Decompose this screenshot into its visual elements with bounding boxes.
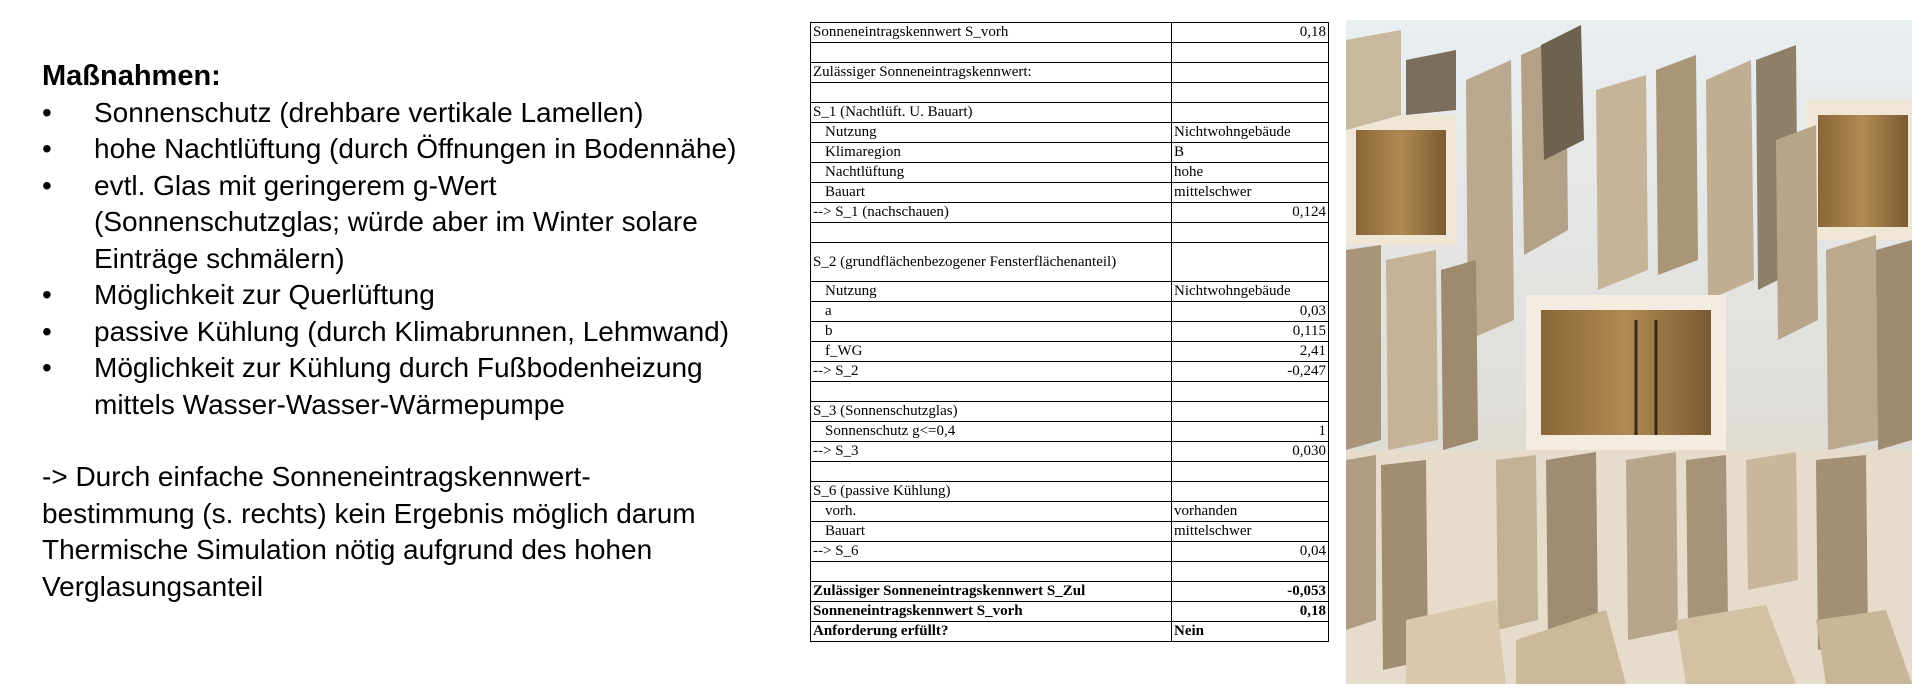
measure-text: Sonnenschutz (drehbare vertikale Lamellen) [94,96,644,128]
window-interior-left [1356,130,1446,235]
table-label-cell: --> S_6 [811,542,1172,562]
list-item [42,95,742,132]
table-value-cell [1172,402,1329,422]
table-row [811,302,1329,322]
table-row [811,243,1329,282]
table-row [811,63,1329,83]
table-label-cell: Nachtlüftung [811,163,1172,183]
bullet-icon: • [42,352,52,383]
table-value-cell: mittelschwer [1172,522,1329,542]
measures-list [42,95,742,424]
table-label-cell: --> S_1 (nachschauen) [811,203,1172,223]
table-value-cell: B [1172,143,1329,163]
bullet-icon: • [42,96,52,128]
table-row [811,342,1329,362]
table-value-cell [1172,103,1329,123]
table-value-cell: mittelschwer [1172,183,1329,203]
table-row [811,482,1329,502]
table-value-cell [1172,462,1329,482]
table-label-cell: Bauart [811,522,1172,542]
table-label-cell: Sonneneintragskennwert S_vorh [811,602,1172,622]
measures-section [42,58,742,605]
solar-gain-table [810,22,1329,642]
table-value-cell: 0,18 [1172,23,1329,43]
table-label-cell: S_2 (grundflächenbezogener Fensterflächenanteil) [811,243,1172,282]
table-label-cell: Sonneneintragskennwert S_vorh [811,23,1172,43]
bullet-icon: • [42,169,52,201]
table-label-cell [811,562,1172,582]
table-row [811,143,1329,163]
table-label-cell: --> S_3 [811,442,1172,462]
table-value-cell: 0,04 [1172,542,1329,562]
table-row [811,582,1329,602]
measure-text: hohe Nachtlüftung (durch Öffnungen in Bodennähe) [94,133,737,164]
table-row [811,442,1329,462]
table-row [811,382,1329,402]
table-value-cell [1172,382,1329,402]
table-value-cell [1172,63,1329,83]
table-label-cell [811,83,1172,103]
measures-heading: Maßnahmen: [42,60,221,92]
list-item [42,131,742,168]
table-value-cell: Nichtwohngebäude [1172,123,1329,143]
table-label-cell: Sonnenschutz g<=0,4 [811,422,1172,442]
table-value-cell: -0,247 [1172,362,1329,382]
table-label-cell: Anforderung erfüllt? [811,622,1172,642]
table-row [811,83,1329,103]
table-row [811,562,1329,582]
table-row [811,123,1329,143]
table-value-cell: 0,124 [1172,203,1329,223]
table-value-cell: Nein [1172,622,1329,642]
table-row [811,362,1329,382]
table-row [811,602,1329,622]
table-label-cell [811,43,1172,63]
list-item [42,168,742,278]
table-row [811,103,1329,123]
window-interior-right [1818,115,1908,227]
table-value-cell: -0,053 [1172,582,1329,602]
table-value-cell [1172,223,1329,243]
table-label-cell: a [811,302,1172,322]
bullet-icon: • [42,133,52,164]
table-row [811,322,1329,342]
table-row [811,402,1329,422]
conclusion-text: -> Durch einfache Sonneneintragskennwert-bestimmung (s. rechts) kein Ergebnis möglich darum Thermische Simulation nötig aufgrund des hohen Verglasungsanteil [42,461,696,602]
table-label-cell: S_3 (Sonnenschutzglas) [811,402,1172,422]
table-value-cell: 0,030 [1172,442,1329,462]
bullet-icon: • [42,315,52,347]
table-label-cell [811,223,1172,243]
table-value-cell: 0,03 [1172,302,1329,322]
table-row [811,522,1329,542]
table-value-cell [1172,43,1329,63]
table-label-cell: Nutzung [811,282,1172,302]
list-item [42,314,742,351]
table-row [811,502,1329,522]
table-row [811,203,1329,223]
table-value-cell [1172,482,1329,502]
table-row [811,422,1329,442]
table-label-cell: b [811,322,1172,342]
table-label-cell: vorh. [811,502,1172,522]
table-row [811,183,1329,203]
measure-text: Möglichkeit zur Kühlung durch Fußbodenheizung mittels Wasser-Wasser-Wärmepumpe [94,352,703,420]
table-value-cell: hohe [1172,163,1329,183]
table-label-cell: S_6 (passive Kühlung) [811,482,1172,502]
table-row [811,23,1329,43]
table-label-cell: Bauart [811,183,1172,203]
table-row [811,163,1329,183]
table-row [811,462,1329,482]
measure-text: evtl. Glas mit geringerem g-Wert (Sonnenschutzglas; würde aber im Winter solare Einträge schmälern) [94,169,698,274]
table-value-cell [1172,83,1329,103]
table-value-cell [1172,243,1329,282]
table-label-cell: Nutzung [811,123,1172,143]
table-value-cell [1172,562,1329,582]
measure-text: passive Kühlung (durch Klimabrunnen, Lehmwand) [94,315,730,347]
list-item [42,277,742,314]
table-value-cell: Nichtwohngebäude [1172,282,1329,302]
table-label-cell: Klimaregion [811,143,1172,163]
table-row [811,282,1329,302]
bullet-icon: • [42,279,52,310]
table-row [811,223,1329,243]
table-value-cell: 2,41 [1172,342,1329,362]
table-label-cell: Zulässiger Sonneneintragskennwert S_Zul [811,582,1172,602]
table-row [811,622,1329,642]
table-value-cell: vorhanden [1172,502,1329,522]
table-label-cell [811,462,1172,482]
table-row [811,542,1329,562]
table-value-cell: 1 [1172,422,1329,442]
table-value-cell: 0,18 [1172,602,1329,622]
facade-render-image [1346,20,1912,684]
table-label-cell: S_1 (Nachtlüft. U. Bauart) [811,103,1172,123]
table-label-cell [811,382,1172,402]
table-label-cell: --> S_2 [811,362,1172,382]
center-box-interior [1541,310,1711,435]
table-label-cell: f_WG [811,342,1172,362]
table-row [811,43,1329,63]
table-value-cell: 0,115 [1172,322,1329,342]
measure-text: Möglichkeit zur Querlüftung [94,279,435,310]
table-label-cell: Zulässiger Sonneneintragskennwert: [811,63,1172,83]
table-body [811,23,1329,642]
list-item [42,350,742,423]
